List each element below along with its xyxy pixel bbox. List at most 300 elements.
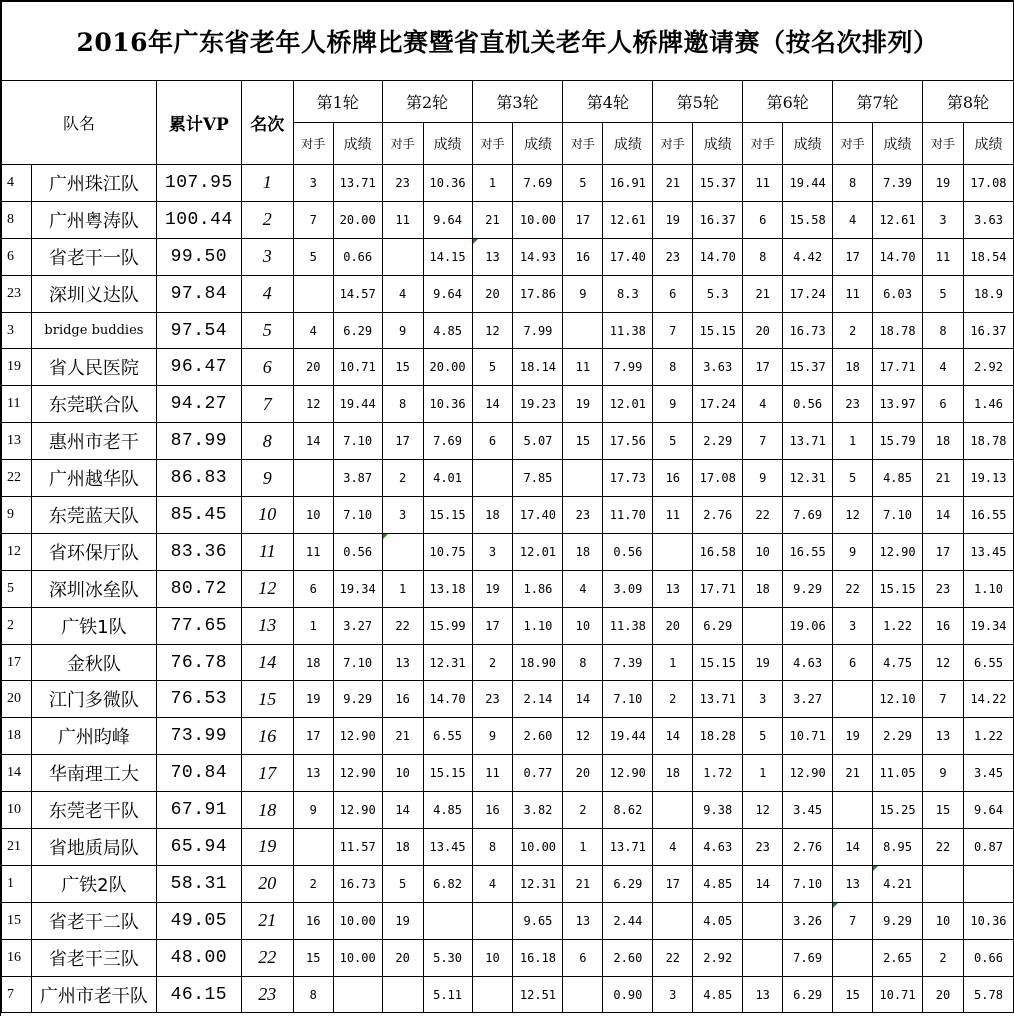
header-round-6: 第6轮 bbox=[743, 81, 833, 123]
table-row bbox=[2, 497, 1014, 534]
score-cell: 18.9 bbox=[963, 275, 1013, 312]
opponent-cell: 23 bbox=[382, 165, 423, 202]
opponent-cell: 17 bbox=[833, 238, 873, 275]
header-round-4: 第4轮 bbox=[563, 81, 653, 123]
score-cell: 0.77 bbox=[513, 755, 563, 792]
score-cell: 2.29 bbox=[693, 423, 743, 460]
rank: 3 bbox=[241, 238, 293, 275]
opponent-cell: 2 bbox=[653, 681, 693, 718]
score-cell: 2.29 bbox=[873, 718, 923, 755]
total-vp: 67.91 bbox=[156, 792, 241, 829]
header-vp: 累计VP bbox=[156, 81, 241, 165]
opponent-cell: 15 bbox=[563, 423, 603, 460]
subheader-score-round-7: 成绩 bbox=[873, 123, 923, 165]
team-seed: 19 bbox=[2, 349, 32, 386]
score-cell: 9.29 bbox=[333, 681, 382, 718]
opponent-cell: 21 bbox=[653, 165, 693, 202]
total-vp: 49.05 bbox=[156, 902, 241, 939]
opponent-cell: 11 bbox=[293, 533, 333, 570]
score-cell: 4.85 bbox=[693, 865, 743, 902]
team-seed: 17 bbox=[2, 644, 32, 681]
opponent-cell: 9 bbox=[743, 460, 783, 497]
score-cell: 6.55 bbox=[963, 644, 1013, 681]
opponent-cell: 18 bbox=[743, 570, 783, 607]
total-vp: 87.99 bbox=[156, 423, 241, 460]
opponent-cell: 11 bbox=[563, 349, 603, 386]
opponent-cell: 3 bbox=[923, 201, 964, 238]
score-cell: 10.00 bbox=[333, 939, 382, 976]
opponent-cell: 9 bbox=[563, 275, 603, 312]
score-cell: 3.27 bbox=[783, 681, 833, 718]
score-cell: 17.08 bbox=[693, 460, 743, 497]
score-cell: 14.70 bbox=[693, 238, 743, 275]
table-row bbox=[2, 681, 1014, 718]
rank: 4 bbox=[241, 275, 293, 312]
team-seed: 21 bbox=[2, 829, 32, 866]
subheader-score-round-2: 成绩 bbox=[423, 123, 472, 165]
opponent-cell: 10 bbox=[923, 902, 964, 939]
opponent-cell bbox=[743, 902, 783, 939]
team-name: 广铁2队 bbox=[31, 865, 156, 902]
opponent-cell: 16 bbox=[293, 902, 333, 939]
score-cell: 9.38 bbox=[693, 792, 743, 829]
opponent-cell: 9 bbox=[293, 792, 333, 829]
header-round-5: 第5轮 bbox=[653, 81, 743, 123]
subheader-opponent-round-8: 对手 bbox=[923, 123, 964, 165]
opponent-cell: 17 bbox=[923, 533, 964, 570]
score-cell: 12.90 bbox=[783, 755, 833, 792]
rank: 5 bbox=[241, 312, 293, 349]
opponent-cell: 11 bbox=[653, 497, 693, 534]
score-cell: 16.91 bbox=[603, 165, 653, 202]
opponent-cell: 13 bbox=[923, 718, 964, 755]
total-vp: 83.36 bbox=[156, 533, 241, 570]
team-name: 广州珠江队 bbox=[31, 165, 156, 202]
team-seed: 8 bbox=[2, 201, 32, 238]
score-cell: 3.63 bbox=[963, 201, 1013, 238]
score-cell: 18.28 bbox=[693, 718, 743, 755]
opponent-cell: 8 bbox=[563, 644, 603, 681]
total-vp: 73.99 bbox=[156, 718, 241, 755]
score-cell: 5.11 bbox=[423, 976, 472, 1013]
opponent-cell: 23 bbox=[472, 681, 513, 718]
team-name: 省老干一队 bbox=[31, 238, 156, 275]
score-cell: 11.05 bbox=[873, 755, 923, 792]
opponent-cell: 10 bbox=[743, 533, 783, 570]
opponent-cell: 17 bbox=[563, 201, 603, 238]
opponent-cell: 23 bbox=[833, 386, 873, 423]
score-cell: 4.21 bbox=[873, 865, 923, 902]
total-vp: 85.45 bbox=[156, 497, 241, 534]
total-vp: 46.15 bbox=[156, 976, 241, 1013]
score-cell: 1.10 bbox=[963, 570, 1013, 607]
opponent-cell: 4 bbox=[563, 570, 603, 607]
opponent-cell: 9 bbox=[382, 312, 423, 349]
rank: 18 bbox=[241, 792, 293, 829]
team-seed: 5 bbox=[2, 570, 32, 607]
opponent-cell: 19 bbox=[382, 902, 423, 939]
team-seed: 23 bbox=[2, 275, 32, 312]
score-cell: 7.69 bbox=[423, 423, 472, 460]
score-cell: 13.45 bbox=[963, 533, 1013, 570]
score-cell: 19.06 bbox=[783, 607, 833, 644]
score-cell: 18.54 bbox=[963, 238, 1013, 275]
team-seed: 9 bbox=[2, 497, 32, 534]
score-cell: 19.23 bbox=[513, 386, 563, 423]
score-cell: 15.15 bbox=[873, 570, 923, 607]
score-cell: 17.71 bbox=[873, 349, 923, 386]
team-seed: 10 bbox=[2, 792, 32, 829]
opponent-cell: 13 bbox=[653, 570, 693, 607]
subheader-score-round-4: 成绩 bbox=[603, 123, 653, 165]
opponent-cell: 17 bbox=[743, 349, 783, 386]
score-cell: 7.99 bbox=[513, 312, 563, 349]
score-cell: 17.73 bbox=[603, 460, 653, 497]
score-cell: 19.44 bbox=[603, 718, 653, 755]
opponent-cell: 9 bbox=[472, 718, 513, 755]
team-name: 广州越华队 bbox=[31, 460, 156, 497]
score-cell: 15.15 bbox=[693, 312, 743, 349]
opponent-cell: 4 bbox=[743, 386, 783, 423]
team-name: 省老干二队 bbox=[31, 902, 156, 939]
opponent-cell: 18 bbox=[382, 829, 423, 866]
rank: 11 bbox=[241, 533, 293, 570]
opponent-cell: 4 bbox=[472, 865, 513, 902]
team-name: 广铁1队 bbox=[31, 607, 156, 644]
score-cell: 8.95 bbox=[873, 829, 923, 866]
opponent-cell bbox=[472, 902, 513, 939]
opponent-cell: 18 bbox=[563, 533, 603, 570]
score-cell: 18.90 bbox=[513, 644, 563, 681]
score-cell: 9.64 bbox=[423, 201, 472, 238]
score-cell: 17.24 bbox=[783, 275, 833, 312]
opponent-cell bbox=[382, 976, 423, 1013]
team-name: 惠州市老干 bbox=[31, 423, 156, 460]
score-cell: 18.78 bbox=[873, 312, 923, 349]
opponent-cell: 2 bbox=[923, 939, 964, 976]
subheader-score-round-8: 成绩 bbox=[963, 123, 1013, 165]
opponent-cell bbox=[382, 533, 423, 570]
opponent-cell: 11 bbox=[923, 238, 964, 275]
score-cell: 0.56 bbox=[603, 533, 653, 570]
score-cell: 19.13 bbox=[963, 460, 1013, 497]
table-row bbox=[2, 460, 1014, 497]
opponent-cell: 12 bbox=[833, 497, 873, 534]
opponent-cell: 17 bbox=[472, 607, 513, 644]
score-cell: 2.92 bbox=[963, 349, 1013, 386]
score-cell: 8.62 bbox=[603, 792, 653, 829]
opponent-cell bbox=[653, 533, 693, 570]
score-cell: 12.01 bbox=[603, 386, 653, 423]
opponent-cell: 11 bbox=[382, 201, 423, 238]
opponent-cell: 14 bbox=[923, 497, 964, 534]
opponent-cell bbox=[833, 681, 873, 718]
page-title: 2016年广东省老年人桥牌比赛暨省直机关老年人桥牌邀请赛（按名次排列） bbox=[2, 2, 1014, 81]
score-cell: 15.25 bbox=[873, 792, 923, 829]
rank: 19 bbox=[241, 829, 293, 866]
opponent-cell: 2 bbox=[833, 312, 873, 349]
opponent-cell: 8 bbox=[382, 386, 423, 423]
team-seed: 3 bbox=[2, 312, 32, 349]
opponent-cell: 23 bbox=[923, 570, 964, 607]
team-seed: 18 bbox=[2, 718, 32, 755]
score-cell: 16.58 bbox=[693, 533, 743, 570]
opponent-cell: 9 bbox=[833, 533, 873, 570]
table-row bbox=[2, 423, 1014, 460]
score-cell: 0.90 bbox=[603, 976, 653, 1013]
score-cell: 2.76 bbox=[783, 829, 833, 866]
score-cell: 0.56 bbox=[333, 533, 382, 570]
score-cell: 1.46 bbox=[963, 386, 1013, 423]
opponent-cell: 16 bbox=[382, 681, 423, 718]
score-cell: 14.22 bbox=[963, 681, 1013, 718]
total-vp: 86.83 bbox=[156, 460, 241, 497]
opponent-cell: 12 bbox=[472, 312, 513, 349]
score-cell: 16.73 bbox=[333, 865, 382, 902]
score-cell: 7.10 bbox=[333, 497, 382, 534]
score-cell: 17.86 bbox=[513, 275, 563, 312]
score-cell: 15.37 bbox=[783, 349, 833, 386]
opponent-cell: 7 bbox=[743, 423, 783, 460]
rank: 14 bbox=[241, 644, 293, 681]
score-cell: 15.15 bbox=[693, 644, 743, 681]
score-cell bbox=[963, 865, 1013, 902]
score-cell: 9.29 bbox=[873, 902, 923, 939]
opponent-cell: 18 bbox=[833, 349, 873, 386]
team-seed: 1 bbox=[2, 865, 32, 902]
score-cell: 12.01 bbox=[513, 533, 563, 570]
score-cell: 17.40 bbox=[603, 238, 653, 275]
score-cell: 3.09 bbox=[603, 570, 653, 607]
score-cell: 3.45 bbox=[963, 755, 1013, 792]
opponent-cell: 12 bbox=[743, 792, 783, 829]
score-cell: 6.82 bbox=[423, 865, 472, 902]
opponent-cell bbox=[653, 792, 693, 829]
rank: 21 bbox=[241, 902, 293, 939]
score-cell: 10.00 bbox=[513, 829, 563, 866]
opponent-cell bbox=[472, 460, 513, 497]
opponent-cell: 21 bbox=[923, 460, 964, 497]
opponent-cell: 8 bbox=[923, 312, 964, 349]
score-cell: 20.00 bbox=[423, 349, 472, 386]
opponent-cell: 5 bbox=[833, 460, 873, 497]
score-cell: 4.85 bbox=[423, 792, 472, 829]
table-row bbox=[2, 386, 1014, 423]
rank: 23 bbox=[241, 976, 293, 1013]
opponent-cell: 20 bbox=[923, 976, 964, 1013]
table-row bbox=[2, 349, 1014, 386]
score-cell: 16.18 bbox=[513, 939, 563, 976]
opponent-cell: 19 bbox=[653, 201, 693, 238]
score-cell: 6.29 bbox=[783, 976, 833, 1013]
opponent-cell: 13 bbox=[382, 644, 423, 681]
score-cell: 2.65 bbox=[873, 939, 923, 976]
opponent-cell: 12 bbox=[293, 386, 333, 423]
team-name: bridge buddies bbox=[31, 312, 156, 349]
score-cell: 15.58 bbox=[783, 201, 833, 238]
rank: 10 bbox=[241, 497, 293, 534]
total-vp: 100.44 bbox=[156, 201, 241, 238]
opponent-cell bbox=[923, 865, 964, 902]
score-cell: 0.66 bbox=[333, 238, 382, 275]
total-vp: 107.95 bbox=[156, 165, 241, 202]
subheader-opponent-round-7: 对手 bbox=[833, 123, 873, 165]
score-cell: 20.00 bbox=[333, 201, 382, 238]
total-vp: 65.94 bbox=[156, 829, 241, 866]
header-round-8: 第8轮 bbox=[923, 81, 1014, 123]
score-cell: 9.65 bbox=[513, 902, 563, 939]
opponent-cell: 18 bbox=[653, 755, 693, 792]
opponent-cell: 15 bbox=[923, 792, 964, 829]
opponent-cell: 18 bbox=[923, 423, 964, 460]
subheader-score-round-1: 成绩 bbox=[333, 123, 382, 165]
score-cell: 0.56 bbox=[783, 386, 833, 423]
opponent-cell: 3 bbox=[743, 681, 783, 718]
opponent-cell: 19 bbox=[923, 165, 964, 202]
opponent-cell bbox=[563, 976, 603, 1013]
score-cell: 7.69 bbox=[783, 497, 833, 534]
team-name: 广州昀峰 bbox=[31, 718, 156, 755]
opponent-cell: 23 bbox=[653, 238, 693, 275]
score-cell: 2.92 bbox=[693, 939, 743, 976]
header-round-3: 第3轮 bbox=[472, 81, 563, 123]
score-cell: 7.39 bbox=[603, 644, 653, 681]
score-cell bbox=[333, 976, 382, 1013]
score-cell: 5.78 bbox=[963, 976, 1013, 1013]
total-vp: 58.31 bbox=[156, 865, 241, 902]
table-row bbox=[2, 165, 1014, 202]
score-cell: 10.00 bbox=[513, 201, 563, 238]
opponent-cell: 5 bbox=[382, 865, 423, 902]
score-cell: 19.44 bbox=[783, 165, 833, 202]
score-cell: 15.99 bbox=[423, 607, 472, 644]
score-cell: 12.90 bbox=[333, 718, 382, 755]
opponent-cell: 15 bbox=[293, 939, 333, 976]
opponent-cell: 19 bbox=[743, 644, 783, 681]
score-cell: 8.3 bbox=[603, 275, 653, 312]
total-vp: 99.50 bbox=[156, 238, 241, 275]
opponent-cell: 13 bbox=[293, 755, 333, 792]
score-cell: 17.40 bbox=[513, 497, 563, 534]
team-seed: 6 bbox=[2, 238, 32, 275]
opponent-cell: 3 bbox=[382, 497, 423, 534]
score-cell: 9.64 bbox=[963, 792, 1013, 829]
score-cell: 15.15 bbox=[423, 497, 472, 534]
opponent-cell: 1 bbox=[833, 423, 873, 460]
score-cell: 10.71 bbox=[333, 349, 382, 386]
score-cell: 3.27 bbox=[333, 607, 382, 644]
score-cell: 17.08 bbox=[963, 165, 1013, 202]
opponent-cell: 17 bbox=[382, 423, 423, 460]
total-vp: 97.54 bbox=[156, 312, 241, 349]
opponent-cell: 2 bbox=[472, 644, 513, 681]
rank: 7 bbox=[241, 386, 293, 423]
opponent-cell: 15 bbox=[382, 349, 423, 386]
total-vp: 97.84 bbox=[156, 275, 241, 312]
results-table bbox=[1, 1, 1014, 1013]
opponent-cell bbox=[293, 829, 333, 866]
opponent-cell bbox=[833, 939, 873, 976]
score-cell: 6.55 bbox=[423, 718, 472, 755]
total-vp: 48.00 bbox=[156, 939, 241, 976]
score-cell: 14.70 bbox=[423, 681, 472, 718]
table-row bbox=[2, 201, 1014, 238]
score-cell: 13.97 bbox=[873, 386, 923, 423]
team-seed: 14 bbox=[2, 755, 32, 792]
opponent-cell: 6 bbox=[472, 423, 513, 460]
opponent-cell: 20 bbox=[743, 312, 783, 349]
score-cell: 4.63 bbox=[693, 829, 743, 866]
opponent-cell bbox=[382, 238, 423, 275]
score-cell: 1.72 bbox=[693, 755, 743, 792]
rank: 12 bbox=[241, 570, 293, 607]
opponent-cell: 14 bbox=[833, 829, 873, 866]
opponent-cell: 2 bbox=[293, 865, 333, 902]
score-cell: 6.29 bbox=[333, 312, 382, 349]
score-cell: 10.71 bbox=[783, 718, 833, 755]
opponent-cell: 8 bbox=[743, 238, 783, 275]
opponent-cell: 1 bbox=[472, 165, 513, 202]
opponent-cell: 23 bbox=[563, 497, 603, 534]
score-cell: 1.86 bbox=[513, 570, 563, 607]
rank: 2 bbox=[241, 201, 293, 238]
score-cell: 19.34 bbox=[963, 607, 1013, 644]
rank: 1 bbox=[241, 165, 293, 202]
opponent-cell: 16 bbox=[923, 607, 964, 644]
opponent-cell: 20 bbox=[563, 755, 603, 792]
score-cell: 2.60 bbox=[603, 939, 653, 976]
score-cell: 3.45 bbox=[783, 792, 833, 829]
score-cell: 13.71 bbox=[783, 423, 833, 460]
opponent-cell: 5 bbox=[472, 349, 513, 386]
opponent-cell: 21 bbox=[833, 755, 873, 792]
table-row bbox=[2, 607, 1014, 644]
opponent-cell: 17 bbox=[293, 718, 333, 755]
opponent-cell: 19 bbox=[472, 570, 513, 607]
opponent-cell: 4 bbox=[833, 201, 873, 238]
rank: 8 bbox=[241, 423, 293, 460]
subheader-opponent-round-6: 对手 bbox=[743, 123, 783, 165]
team-seed: 11 bbox=[2, 386, 32, 423]
opponent-cell: 3 bbox=[293, 165, 333, 202]
team-name: 东莞蓝天队 bbox=[31, 497, 156, 534]
rank: 20 bbox=[241, 865, 293, 902]
score-cell: 12.90 bbox=[333, 792, 382, 829]
opponent-cell: 9 bbox=[653, 386, 693, 423]
opponent-cell: 4 bbox=[293, 312, 333, 349]
table-row bbox=[2, 865, 1014, 902]
opponent-cell: 10 bbox=[472, 939, 513, 976]
header-round-2: 第2轮 bbox=[382, 81, 472, 123]
opponent-cell: 8 bbox=[472, 829, 513, 866]
score-cell: 18.78 bbox=[963, 423, 1013, 460]
score-cell: 7.10 bbox=[603, 681, 653, 718]
opponent-cell: 6 bbox=[653, 275, 693, 312]
score-cell: 14.70 bbox=[873, 238, 923, 275]
score-cell: 7.10 bbox=[873, 497, 923, 534]
subheader-score-round-3: 成绩 bbox=[513, 123, 563, 165]
opponent-cell: 4 bbox=[923, 349, 964, 386]
table-row bbox=[2, 644, 1014, 681]
opponent-cell: 5 bbox=[743, 718, 783, 755]
opponent-cell: 6 bbox=[563, 939, 603, 976]
subheader-opponent-round-5: 对手 bbox=[653, 123, 693, 165]
team-seed: 15 bbox=[2, 902, 32, 939]
opponent-cell: 7 bbox=[653, 312, 693, 349]
score-cell: 7.85 bbox=[513, 460, 563, 497]
opponent-cell: 14 bbox=[653, 718, 693, 755]
team-name: 省地质局队 bbox=[31, 829, 156, 866]
